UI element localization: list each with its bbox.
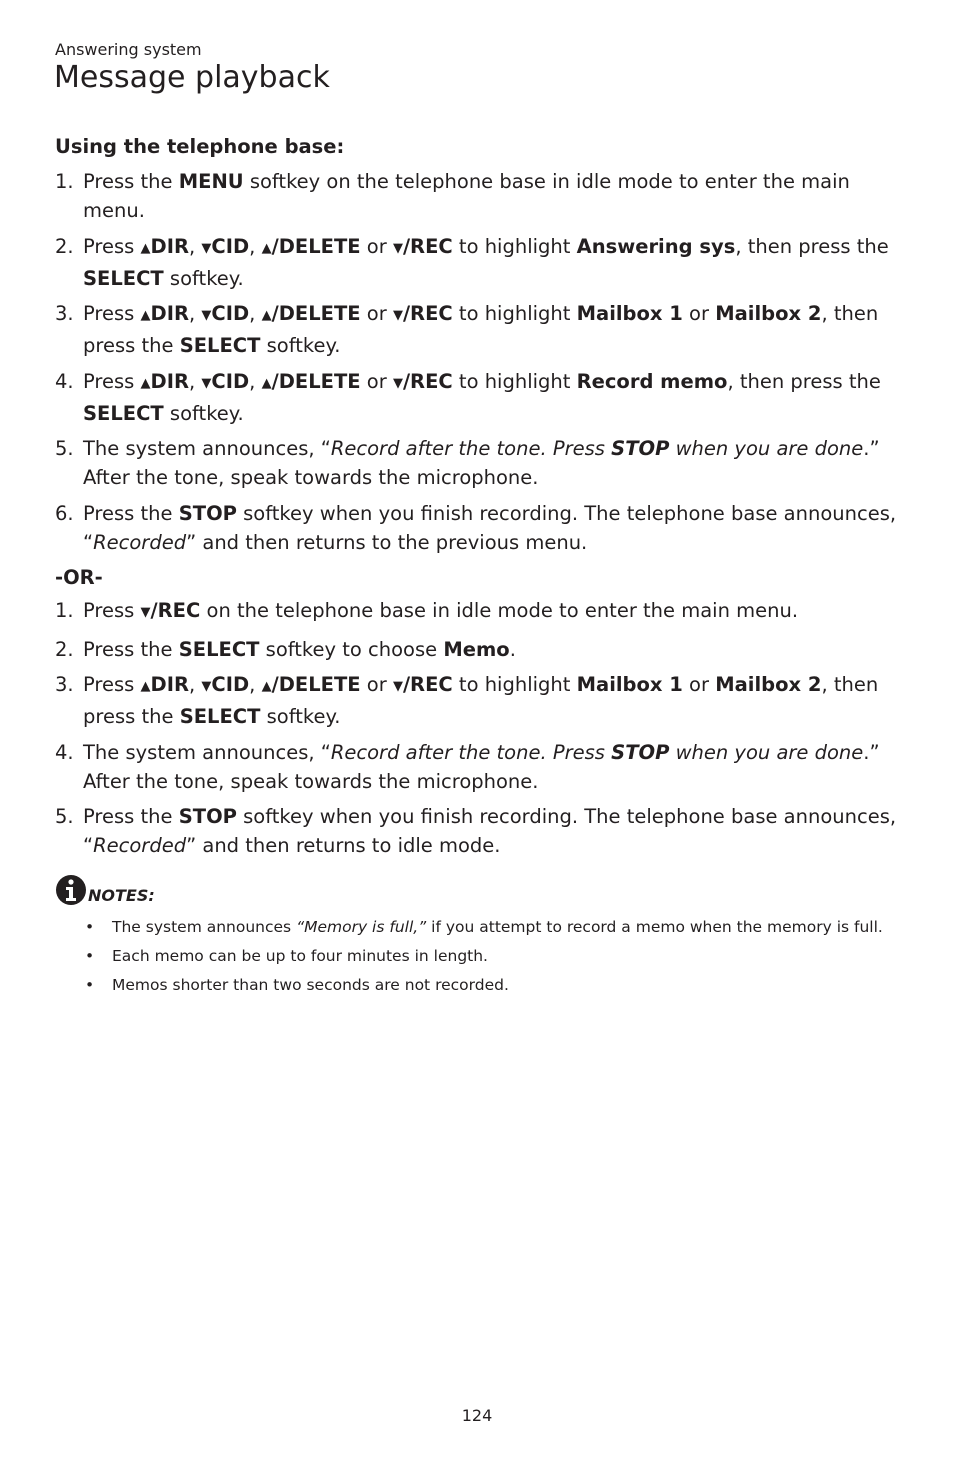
menu-key: MENU <box>178 170 244 193</box>
method-1-steps <box>55 167 905 557</box>
list-item: 4. Press ▲DIR, ▼CID, ▲/DELETE or ▼/REC to highlight Record memo, then press the SELECT softkey. <box>55 369 881 425</box>
list-item: 4. The system announces, “Record after the tone. Press STOP when you are done.” After the tone, speak towards the microphone. <box>55 740 880 793</box>
list-item: 2. Press the SELECT softkey to choose Memo. <box>55 637 516 661</box>
down-arrow-icon: ▼ <box>392 679 403 694</box>
down-arrow-icon: ▼ <box>392 308 403 323</box>
subheading: Using the telephone base: <box>55 135 345 158</box>
list-item: 1. Press the MENU softkey on the telephone base in idle mode to enter the main menu. <box>55 170 850 222</box>
page-number: 124 <box>461 1406 493 1425</box>
down-arrow-icon: ▼ <box>201 308 212 323</box>
list-item: 5. Press the STOP softkey when you finish recording. The telephone base announces, “Recorded” and then returns to idle mode. <box>55 805 897 857</box>
notes-header <box>55 874 905 908</box>
list-item: 3. Press ▲DIR, ▼CID, ▲/DELETE or ▼/REC to highlight Mailbox 1 or Mailbox 2, then press the SELECT softkey. <box>55 302 879 357</box>
up-arrow-icon: ▲ <box>140 679 151 694</box>
up-arrow-icon: ▲ <box>261 308 272 323</box>
down-arrow-icon: ▼ <box>140 605 151 620</box>
page-title: Message playback <box>54 60 330 95</box>
list-item: • The system announces “Memory is full,” if you attempt to record a memo when the memory is full. <box>85 918 883 936</box>
down-arrow-icon: ▼ <box>392 240 403 256</box>
down-arrow-icon: ▼ <box>201 679 212 694</box>
list-item: 6. Press the STOP softkey when you finish recording. The telephone base announces, “Recorded” and then returns to the previous menu. <box>55 501 897 554</box>
list-item: 5. The system announces, “Record after the tone. Press STOP when you are done.” After the tone, speak towards the microphone. <box>55 437 880 489</box>
down-arrow-icon: ▼ <box>392 375 403 391</box>
list-item: 3. Press ▲DIR, ▼CID, ▲/DELETE or ▼/REC to highlight Mailbox 1 or Mailbox 2, then press the SELECT softkey. <box>55 673 879 728</box>
notes-label: NOTES: <box>88 886 155 905</box>
up-arrow-icon: ▲ <box>140 308 151 323</box>
info-icon <box>55 874 87 906</box>
notes-list <box>55 916 905 997</box>
down-arrow-icon: ▼ <box>201 240 212 256</box>
down-arrow-icon: ▼ <box>201 375 212 391</box>
list-item: 2. Press ▲DIR, ▼CID, ▲/DELETE or ▼/REC to highlight Answering sys, then press the SELECT softkey. <box>55 234 889 290</box>
list-item: • Memos shorter than two seconds are not recorded. <box>85 976 509 994</box>
method-2-steps <box>55 596 905 860</box>
section-label: Answering system <box>55 40 202 59</box>
list-item: • Each memo can be up to four minutes in length. <box>85 947 488 965</box>
up-arrow-icon: ▲ <box>261 679 272 694</box>
or-divider: -OR- <box>55 566 103 589</box>
up-arrow-icon: ▲ <box>140 240 151 256</box>
main-content <box>55 132 905 1003</box>
up-arrow-icon: ▲ <box>140 375 151 391</box>
list-item: 1. Press ▼/REC on the telephone base in idle mode to enter the main menu. <box>55 599 799 622</box>
up-arrow-icon: ▲ <box>261 240 272 256</box>
up-arrow-icon: ▲ <box>261 375 272 391</box>
